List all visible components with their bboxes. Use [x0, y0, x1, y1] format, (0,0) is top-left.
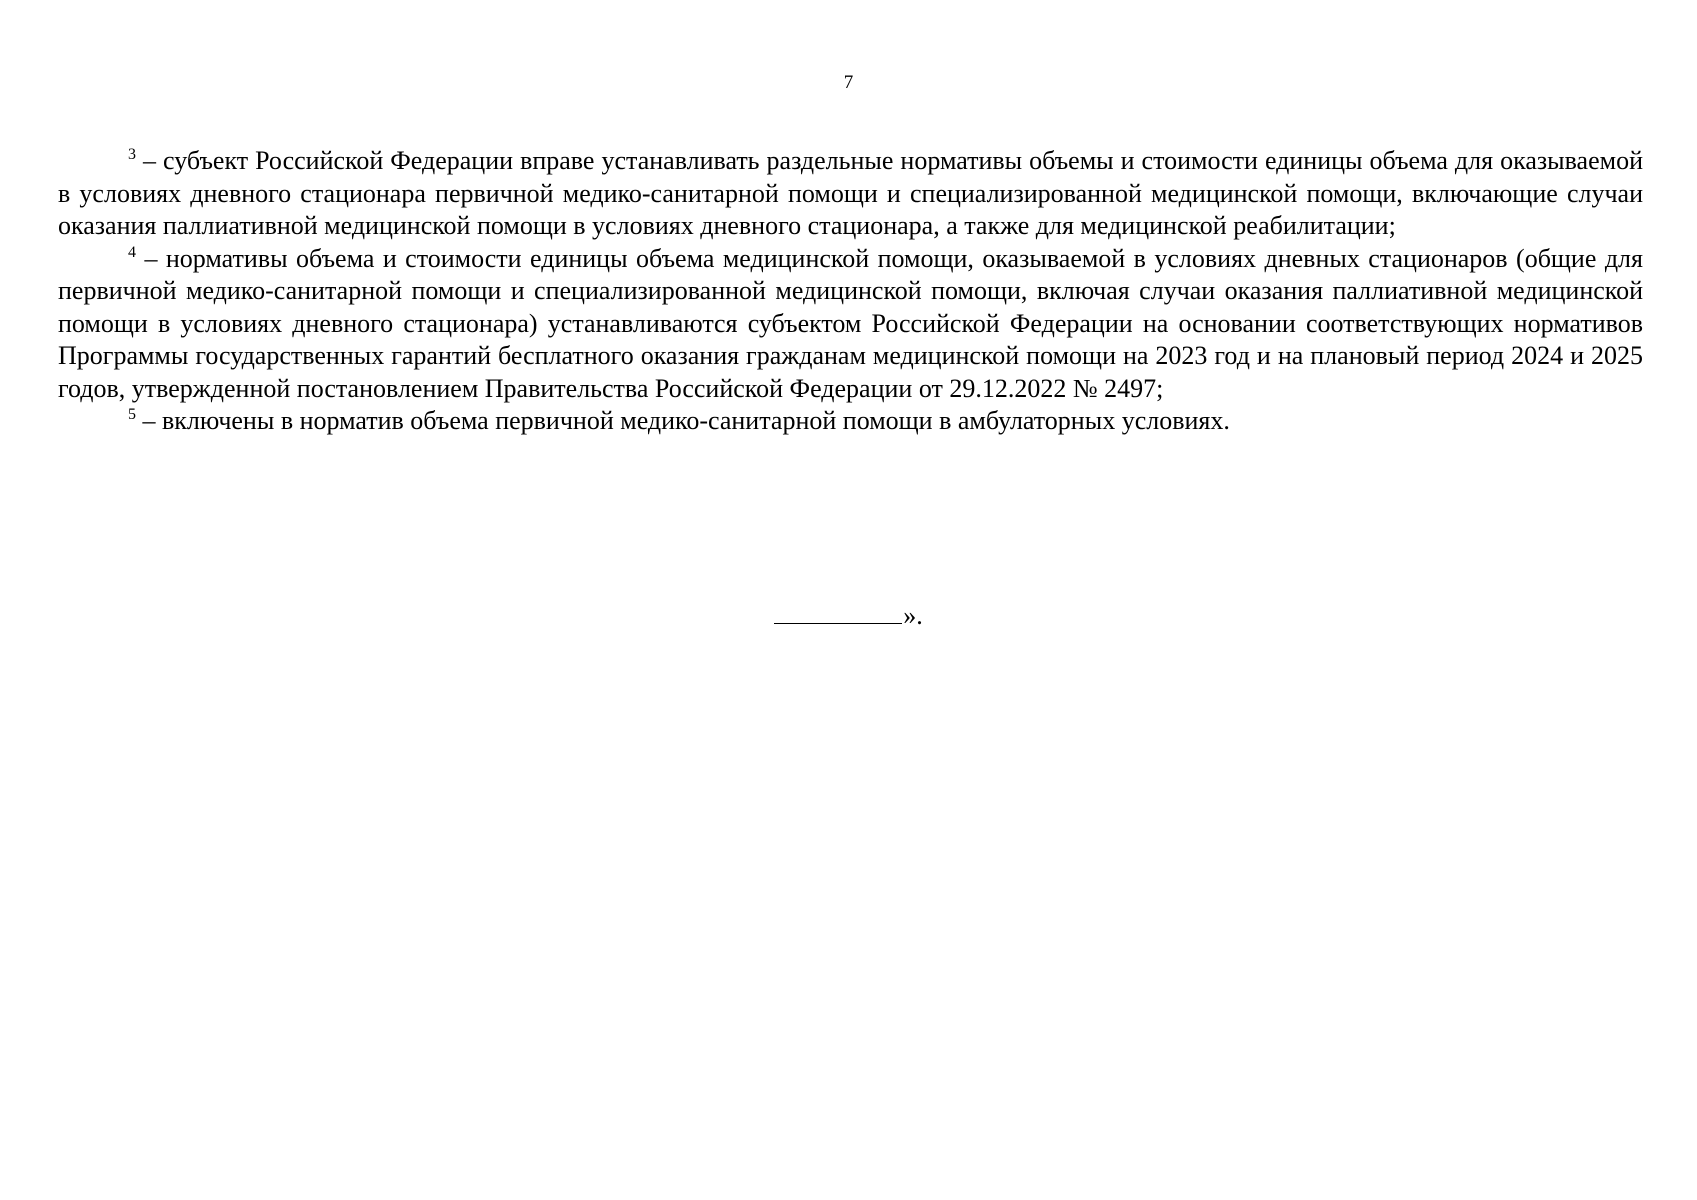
closing-mark — [0, 600, 1697, 632]
footnote-5 — [58, 405, 1643, 438]
closing-quote: ». — [903, 601, 923, 630]
footnote-4 — [58, 243, 1643, 406]
page-number: 7 — [843, 72, 854, 93]
footnote-text: – субъект Российской Федерации вправе устанавливать раздельные нормативы объемы и стоимости единицы объема для оказываемой в условиях дневного стационара первичной медико-санитарной помощи и специализированной медицинской помощи, включающие случаи оказания паллиативной медицинской помощи в условиях дневного стационара, а также для медицинской реабилитации; — [58, 146, 1643, 240]
closing-underline — [774, 601, 902, 624]
footnotes-block — [58, 145, 1643, 438]
footnote-text: – включены в норматив объема первичной медико-санитарной помощи в амбулаторных условиях. — [136, 406, 1230, 435]
footnote-marker: 4 — [128, 243, 136, 261]
footnote-text: – нормативы объема и стоимости единицы объема медицинской помощи, оказываемой в условиях дневных стационаров (общие для первичной медико-санитарной помощи и специализированной медицинской помощи, включая случаи оказания паллиативной медицинской помощи в условиях дневного стационара) устанавливаются субъектом Российской Федерации на основании соответствующих нормативов Программы государственных гарантий бесплатного оказания гражданам медицинской помощи на 2023 год и на плановый период 2024 и 2025 годов, утвержденной постановлением Правительства Российской Федерации от 29.12.2022 № 2497; — [58, 243, 1643, 403]
footnote-marker: 5 — [128, 406, 136, 423]
footnote-3 — [58, 145, 1643, 243]
footnote-marker: 3 — [128, 146, 136, 163]
